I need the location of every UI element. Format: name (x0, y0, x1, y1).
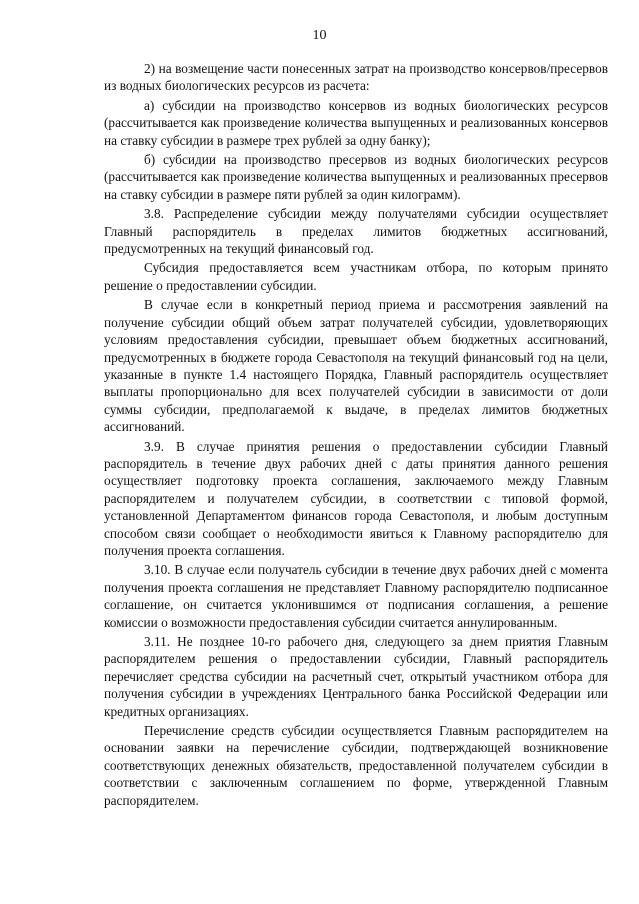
paragraph-transfer: Перечисление средств субсидии осуществляется Главным распорядителем на основании заявки на перечисление субсидии, подтверждающей возникновение соответствующих денежных обязательств, предоставленной получателем субсидии в соответствии с заключенным соглашением по форме, утвержденной Главным распорядителем. (104, 723, 608, 808)
paragraph-subsidy-provision: Субсидия предоставляется всем участникам отбора, по которым принято решение о предоставлении субсидии. (104, 260, 608, 293)
paragraph-subitem-a: а) субсидии на производство консервов из водных биологических ресурсов (рассчитывается как произведение количества выпущенных и реализованных консервов на ставку субсидии в размере трех рублей за одну банку); (104, 97, 608, 148)
paragraph-3-8: 3.8. Распределение субсидии между получателями субсидии осуществляет Главный распорядитель в пределах лимитов бюджетных ассигнований, предусмотренных на текущий финансовый год. (104, 206, 608, 257)
document-body (104, 60, 608, 809)
paragraph-item-2: 2) на возмещение части понесенных затрат на производство консервов/пресервов из водных биологических ресурсов из расчета: (104, 61, 608, 94)
paragraph-3-9: 3.9. В случае принятия решения о предоставлении субсидии Главный распорядитель в течение двух рабочих дней с даты принятия данного решения осуществляет подготовку проекта соглашения, заключаемого между Главным распорядителем и получателем субсидии, в соответствии с типовой формой, установленной Департаментом финансов города Севастополя, и любым доступным способом связи сообщает о необходимости явиться к Главному распорядителю для получения проекта соглашения. (104, 438, 608, 558)
page-number: 10 (312, 28, 327, 43)
paragraph-3-10: 3.10. В случае если получатель субсидии в течение двух рабочих дней с момента получения проекта соглашения не представляет Главному распорядителю подписанное соглашение, он считается уклонившимся от подписания соглашения, а решение комиссии о возможности предоставления субсидии считается аннулированным. (104, 562, 608, 630)
paragraph-3-11: 3.11. Не позднее 10-го рабочего дня, следующего за днем приятия Главным распорядителем решения о предоставлении субсидии, Главный распорядитель перечисляет средства субсидии на расчетный счет, открытый участником отбора для получения субсидии в учреждениях Центрального банка Российской Федерации или кредитных организациях. (104, 634, 608, 719)
paragraph-subitem-b: б) субсидии на производство пресервов из водных биологических ресурсов (рассчитывается как произведение количества выпущенных и реализованных пресервов на ставку субсидии в размере пяти рублей за один килограмм). (104, 152, 608, 202)
paragraph-proportional-payments: В случае если в конкретный период приема и рассмотрения заявлений на получение субсидии общий объем затрат получателей субсидии, удовлетворяющих условиям предоставления субсидии, превышает объем бюджетных ассигнований, предусмотренных в бюджете города Севастополя на текущий финансовый год на цели, указанные в пункте 1.4 настоящего Порядка, Главный распорядитель осуществляет выплаты пропорционально для всех получателей субсидии в зависимости от доли суммы субсидии, предполагаемой к выдаче, в пределах лимитов бюджетных ассигнований. (104, 297, 608, 435)
